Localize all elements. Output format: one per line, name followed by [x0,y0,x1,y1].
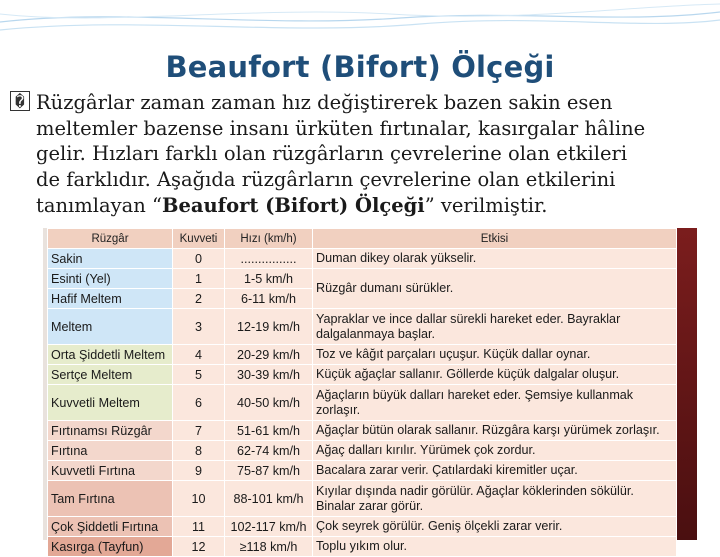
cell-effect: Kıyılar dışında nadir görülür. Ağaçlar köklerinden sökülür. Binalar zarar görür. [313,481,677,517]
cell-effect: Yapraklar ve ince dallar sürekli hareket eder. Bayraklar dalgalanmaya başlar. [313,309,677,345]
cell-wind: Sertçe Meltem [48,365,173,385]
intro-paragraph [15,90,706,219]
cell-force: 10 [173,481,225,517]
cell-effect: Toplu yıkım olur. [313,537,677,557]
cell-speed: 102-117 km/h [225,517,313,537]
cell-force: 12 [173,537,225,557]
cell-speed: 40-50 km/h [225,385,313,421]
cell-wind: Hafif Meltem [48,289,173,309]
cell-force: 6 [173,385,225,421]
intro-line: meltemler bazense insanı ürküten fırtınalar, kasırgalar hâline [36,116,646,140]
beaufort-table [47,228,677,557]
table-body [48,249,677,557]
header-force: Kuvveti [173,229,225,249]
intro-text: ” verilmiştir. [424,193,548,217]
cell-wind: Kuvvetli Meltem [48,385,173,421]
table-row [48,365,677,385]
intro-line-last [36,193,706,219]
cell-wind: Kasırga (Tayfun) [48,537,173,557]
cell-force: 0 [173,249,225,269]
cell-force: 3 [173,309,225,345]
table-row [48,309,677,345]
cell-effect: Toz ve kâğıt parçaları uçuşur. Küçük dallar oynar. [313,345,677,365]
cell-wind: Fırtına [48,441,173,461]
intro-line: gelir. Hızları farklı olan rüzgârların çevrelerine olan etkileri [36,142,628,166]
cell-speed: 6-11 km/h [225,289,313,309]
table-row [48,269,677,289]
slide-title: Beaufort (Bifort) Ölçeği [165,50,555,84]
cell-force: 5 [173,365,225,385]
cell-wind: Kuvvetli Fırtına [48,461,173,481]
cell-wind: Fırtınamsı Rüzgâr [48,421,173,441]
cell-effect: Duman dikey olarak yükselir. [313,249,677,269]
cell-speed: 20-29 km/h [225,345,313,365]
header-wind: Rüzgâr [48,229,173,249]
header-effect: Etkisi [313,229,677,249]
beaufort-table-image [47,228,677,554]
cell-effect: Ağaçlar bütün olarak sallanır. Rüzgâra karşı yürümek zorlaşır. [313,421,677,441]
cell-effect: Küçük ağaçlar sallanır. Göllerde küçük dalgalar oluşur. [313,365,677,385]
table-row [48,461,677,481]
intro-text: tanımlayan “ [36,193,162,217]
cell-speed: 1-5 km/h [225,269,313,289]
cell-speed: 12-19 km/h [225,309,313,345]
intro-line: de farklıdır. Aşağıda rüzgârların çevrelerine olan etkilerini [36,168,616,192]
table-row [48,481,677,517]
cell-speed: ≥118 km/h [225,537,313,557]
table-row [48,385,677,421]
cell-speed: 75-87 km/h [225,461,313,481]
cell-force: 9 [173,461,225,481]
cell-effect: Ağaç dalları kırılır. Yürümek çok zordur. [313,441,677,461]
cell-force: 2 [173,289,225,309]
cell-force: 11 [173,517,225,537]
intro-emphasis: Beaufort (Bifort) Ölçeği [161,193,425,217]
cell-wind: Esinti (Yel) [48,269,173,289]
cell-speed: 51-61 km/h [225,421,313,441]
image-edge-right [677,228,697,540]
intro-line: Rüzgârlar zaman zaman hız değiştirerek bazen sakin esen [36,91,613,114]
header-speed: Hızı (km/h) [225,229,313,249]
cell-wind: Orta Şiddetli Meltem [48,345,173,365]
cell-speed: 30-39 km/h [225,365,313,385]
cell-effect: Bacalara zarar verir. Çatılardaki kiremitler uçar. [313,461,677,481]
cell-effect: Çok seyrek görülür. Geniş ölçekli zarar verir. [313,517,677,537]
bullet-icon: � [10,91,30,111]
cell-wind: Sakin [48,249,173,269]
cell-wind: Meltem [48,309,173,345]
cell-wind: Tam Fırtına [48,481,173,517]
cell-effect: Ağaçların büyük dalları hareket eder. Şemsiye kullanmak zorlaşır. [313,385,677,421]
cell-speed: 88-101 km/h [225,481,313,517]
cell-speed: 62-74 km/h [225,441,313,461]
cell-force: 1 [173,269,225,289]
cell-force: 4 [173,345,225,365]
table-row [48,421,677,441]
cell-effect: Rüzgâr dumanı sürükler. [313,269,677,309]
cell-wind: Çok Şiddetli Fırtına [48,517,173,537]
table-row [48,345,677,365]
cell-force: 7 [173,421,225,441]
table-row [48,249,677,269]
table-row [48,441,677,461]
table-row [48,517,677,537]
cell-speed: ................ [225,249,313,269]
cell-force: 8 [173,441,225,461]
